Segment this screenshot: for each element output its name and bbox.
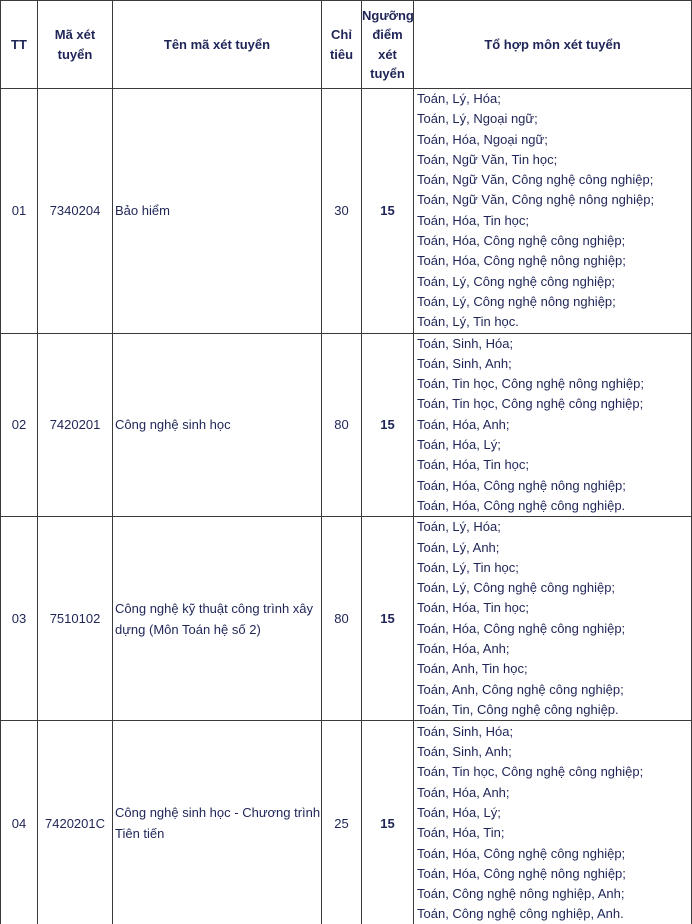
combination-item: Toán, Ngữ Văn, Tin học; (417, 151, 558, 167)
combination-item: Toán, Anh, Tin học; (417, 661, 528, 677)
combination-item: Toán, Sinh, Hóa; (417, 335, 514, 351)
combination-item: Toán, Ngữ Văn, Công nghệ công nghiệp; (417, 172, 654, 188)
combination-item: Toán, Hóa, Công nghệ công nghiệp; (417, 845, 626, 861)
combination-item: Toán, Hóa, Anh; (417, 641, 510, 657)
combination-item: Toán, Sinh, Anh; (417, 355, 512, 371)
row-tt: 03 (1, 517, 38, 721)
row-tt: 04 (1, 721, 38, 924)
combination-item: Toán, Lý, Công nghệ nông nghiệp; (417, 293, 616, 309)
row-quota: 80 (322, 517, 362, 721)
combination-item: Toán, Hóa, Tin học; (417, 457, 530, 473)
combination-item: Toán, Hóa, Tin học; (417, 600, 530, 616)
combination-item: Toán, Lý, Tin học. (417, 314, 519, 330)
combination-item: Toán, Hóa, Công nghệ nông nghiệp; (417, 253, 626, 269)
combination-item: Toán, Lý, Ngoại ngữ; (417, 111, 538, 127)
combination-item: Toán, Tin học, Công nghệ nông nghiệp; (417, 376, 644, 392)
combination-item: Toán, Hóa, Ngoại ngữ; (417, 131, 548, 147)
row-quota: 80 (322, 333, 362, 517)
table-body (1, 89, 692, 924)
combination-item: Toán, Tin học, Công nghệ công nghiệp; (417, 396, 644, 412)
combination-item: Toán, Lý, Công nghệ công nghiệp; (417, 580, 616, 596)
header-quota: Chỉ tiêu (322, 1, 362, 89)
header-combinations: Tổ hợp môn xét tuyển (414, 1, 692, 89)
combination-item: Toán, Lý, Anh; (417, 539, 500, 555)
row-code: 7340204 (38, 89, 113, 334)
row-score: 15 (362, 721, 414, 924)
combination-item: Toán, Hóa, Tin học; (417, 212, 530, 228)
combination-item: Toán, Hóa, Lý; (417, 437, 501, 453)
combination-item: Toán, Hóa, Công nghệ công nghiệp. (417, 497, 626, 513)
row-name: Công nghệ sinh học - Chương trình Tiên tiến (113, 721, 322, 924)
combination-item: Toán, Hóa, Công nghệ công nghiệp; (417, 233, 626, 249)
table-row (1, 721, 692, 924)
row-score: 15 (362, 89, 414, 334)
header-row (1, 1, 692, 89)
header-name: Tên mã xét tuyển (113, 1, 322, 89)
combination-item: Toán, Công nghệ nông nghiệp, Anh; (417, 886, 625, 902)
combination-item: Toán, Hóa, Công nghệ nông nghiệp; (417, 865, 626, 881)
row-code: 7420201 (38, 333, 113, 517)
combination-item: Toán, Hóa, Anh; (417, 784, 510, 800)
row-code: 7420201C (38, 721, 113, 924)
combination-item: Toán, Sinh, Hóa; (417, 723, 514, 739)
row-tt: 02 (1, 333, 38, 517)
combination-item: Toán, Hóa, Công nghệ công nghiệp; (417, 620, 626, 636)
row-name: Công nghệ sinh học (113, 333, 322, 517)
table-row (1, 333, 692, 517)
combination-item: Toán, Công nghệ công nghiệp, Anh. (417, 906, 624, 922)
combination-item: Toán, Lý, Tin học; (417, 559, 519, 575)
row-score: 15 (362, 333, 414, 517)
header-code: Mã xét tuyển (38, 1, 113, 89)
combination-item: Toán, Anh, Công nghệ công nghiệp; (417, 681, 624, 697)
combination-item: Toán, Lý, Công nghệ công nghiệp; (417, 273, 616, 289)
row-combinations (414, 333, 692, 517)
row-name: Bảo hiểm (113, 89, 322, 334)
row-name: Công nghệ kỹ thuật công trình xây dựng (Môn Toán hệ số 2) (113, 517, 322, 721)
combination-item: Toán, Ngữ Văn, Công nghệ nông nghiệp; (417, 192, 655, 208)
combination-item: Toán, Tin học, Công nghệ công nghiệp; (417, 764, 644, 780)
combination-item: Toán, Hóa, Anh; (417, 416, 510, 432)
combination-item: Toán, Sinh, Anh; (417, 744, 512, 760)
combination-item: Toán, Hóa, Công nghệ nông nghiệp; (417, 477, 626, 493)
row-tt: 01 (1, 89, 38, 334)
header-tt: TT (1, 1, 38, 89)
header-score: Ngưỡng điểm xét tuyển (362, 1, 414, 89)
combination-item: Toán, Lý, Hóa; (417, 91, 501, 106)
row-combinations (414, 721, 692, 924)
row-combinations (414, 89, 692, 334)
table-row (1, 517, 692, 721)
row-code: 7510102 (38, 517, 113, 721)
row-score: 15 (362, 517, 414, 721)
row-quota: 25 (322, 721, 362, 924)
combination-item: Toán, Hóa, Tin; (417, 825, 505, 841)
row-quota: 30 (322, 89, 362, 334)
table-row (1, 89, 692, 334)
combination-item: Toán, Tin, Công nghệ công nghiệp. (417, 701, 619, 717)
combination-item: Toán, Lý, Hóa; (417, 519, 501, 535)
combination-item: Toán, Hóa, Lý; (417, 804, 501, 820)
row-combinations (414, 517, 692, 721)
